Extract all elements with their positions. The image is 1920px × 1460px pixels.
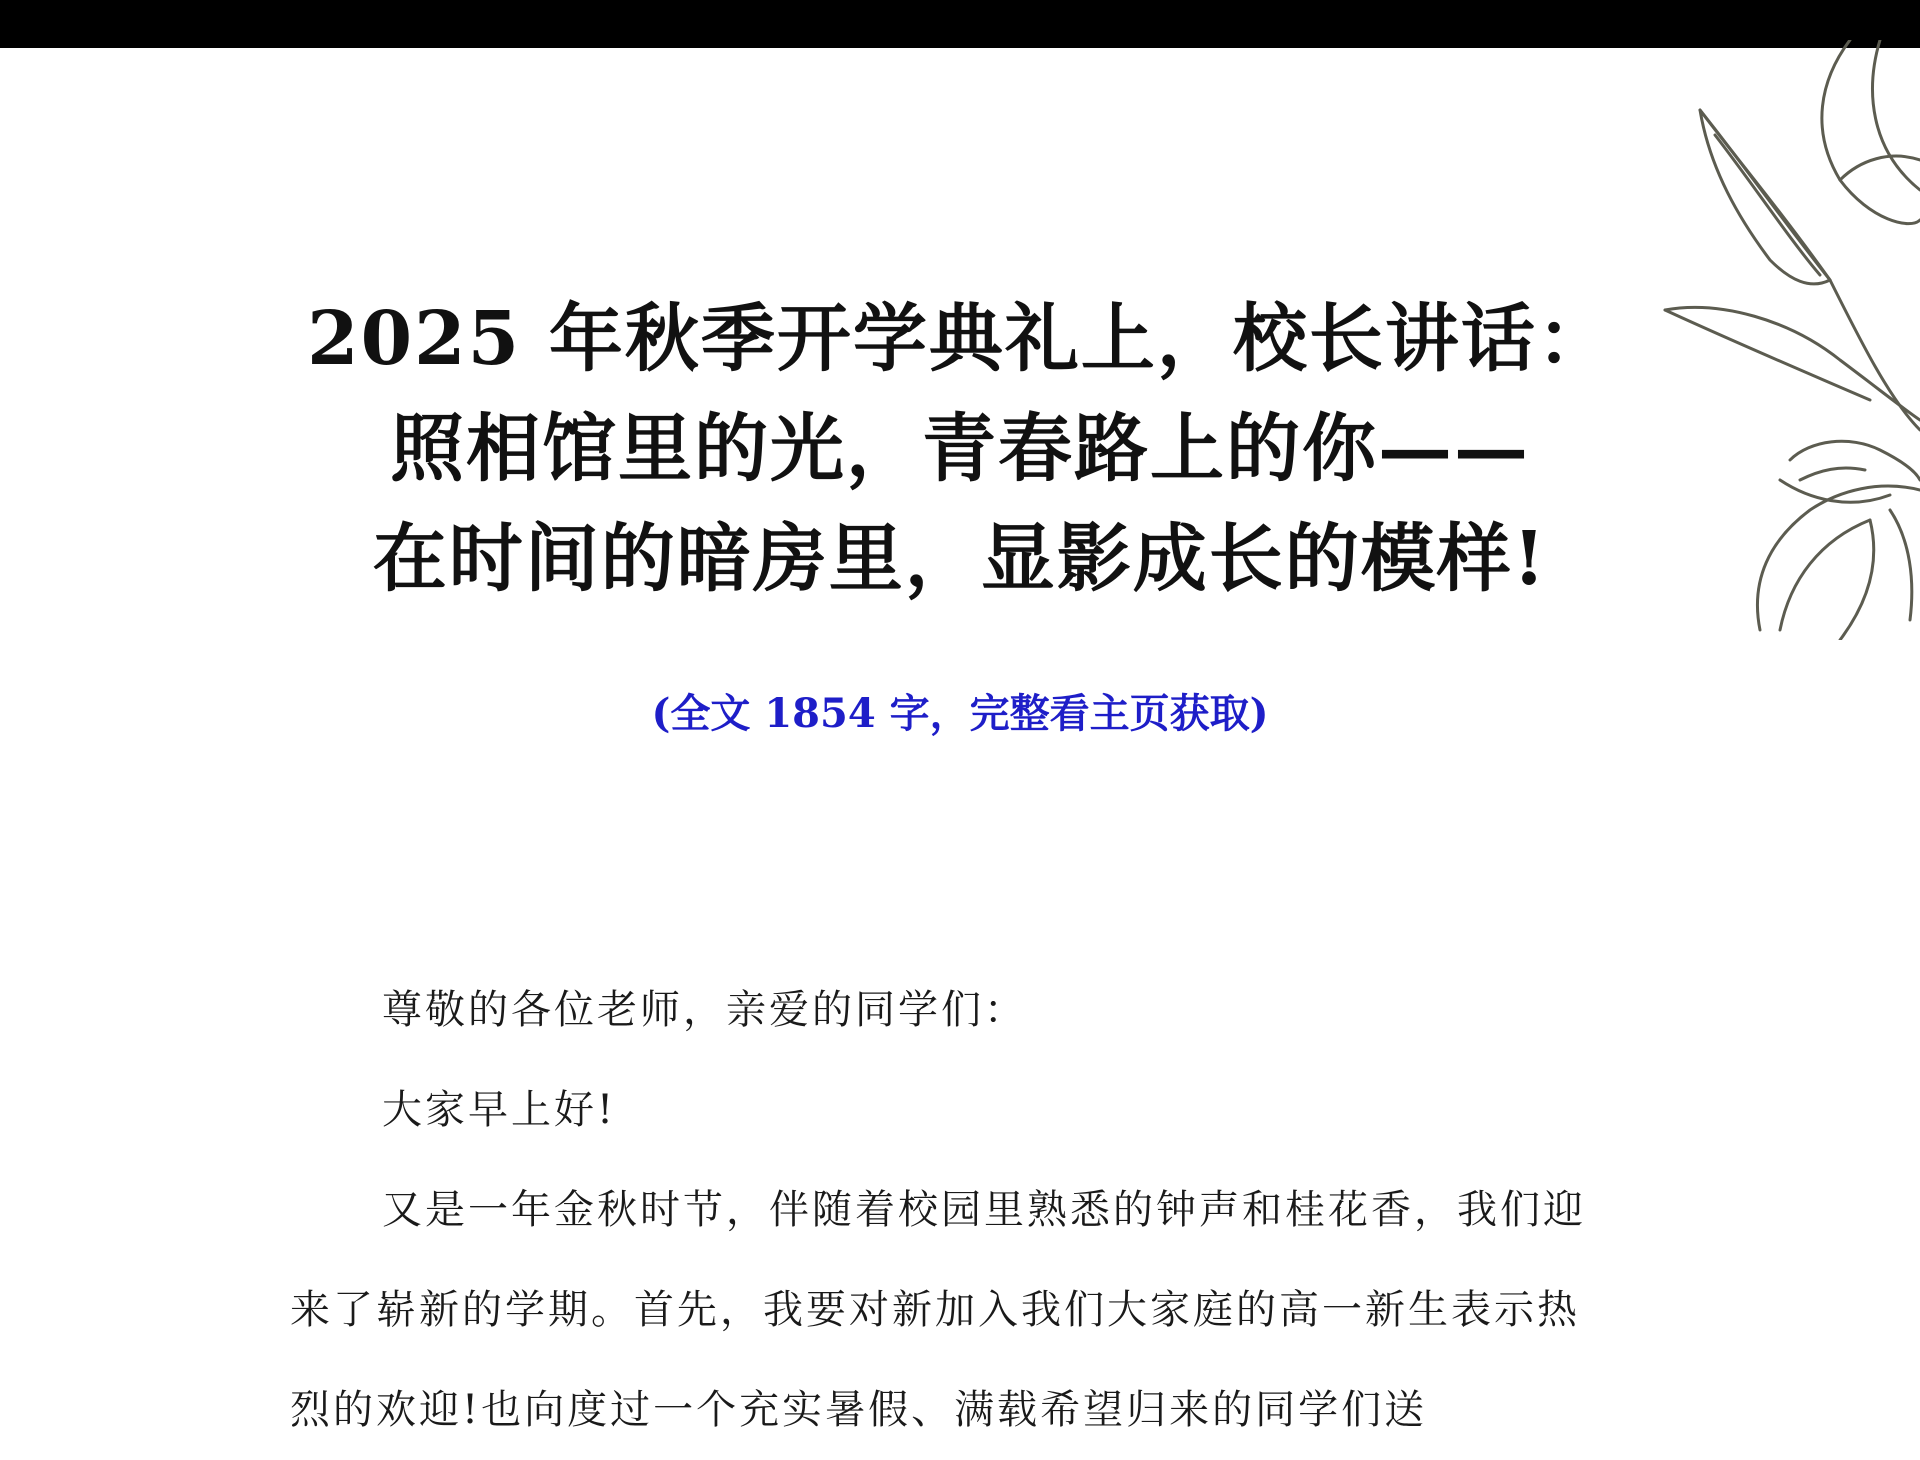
body-paragraph: 又是一年金秋时节，伴随着校园里熟悉的钟声和桂花香，我们迎来了崭新的学期。首先，我要对新加入我们大家庭的高一新生表示热烈的欢迎!也向度过一个充实暑假、满载希望归来的同学们送 xyxy=(290,1187,1586,1433)
speech-body xyxy=(290,960,1610,1460)
word-count-note: (全文 1854 字，完整看主页获取) xyxy=(651,690,1269,737)
title-line: 照相馆里的光，青春路上的你—— xyxy=(390,406,1530,492)
title-line: 在时间的暗房里，显影成长的模样! xyxy=(372,516,1548,602)
morning-paragraph: 大家早上好! xyxy=(382,1087,617,1133)
lily-flower-icon xyxy=(1640,40,1920,640)
page-title xyxy=(260,284,1660,614)
greeting-paragraph: 尊敬的各位老师，亲爱的同学们： xyxy=(382,987,1027,1033)
title-line: 2025 年秋季开学典礼上，校长讲话： xyxy=(307,296,1613,382)
top-bar xyxy=(0,0,1920,48)
